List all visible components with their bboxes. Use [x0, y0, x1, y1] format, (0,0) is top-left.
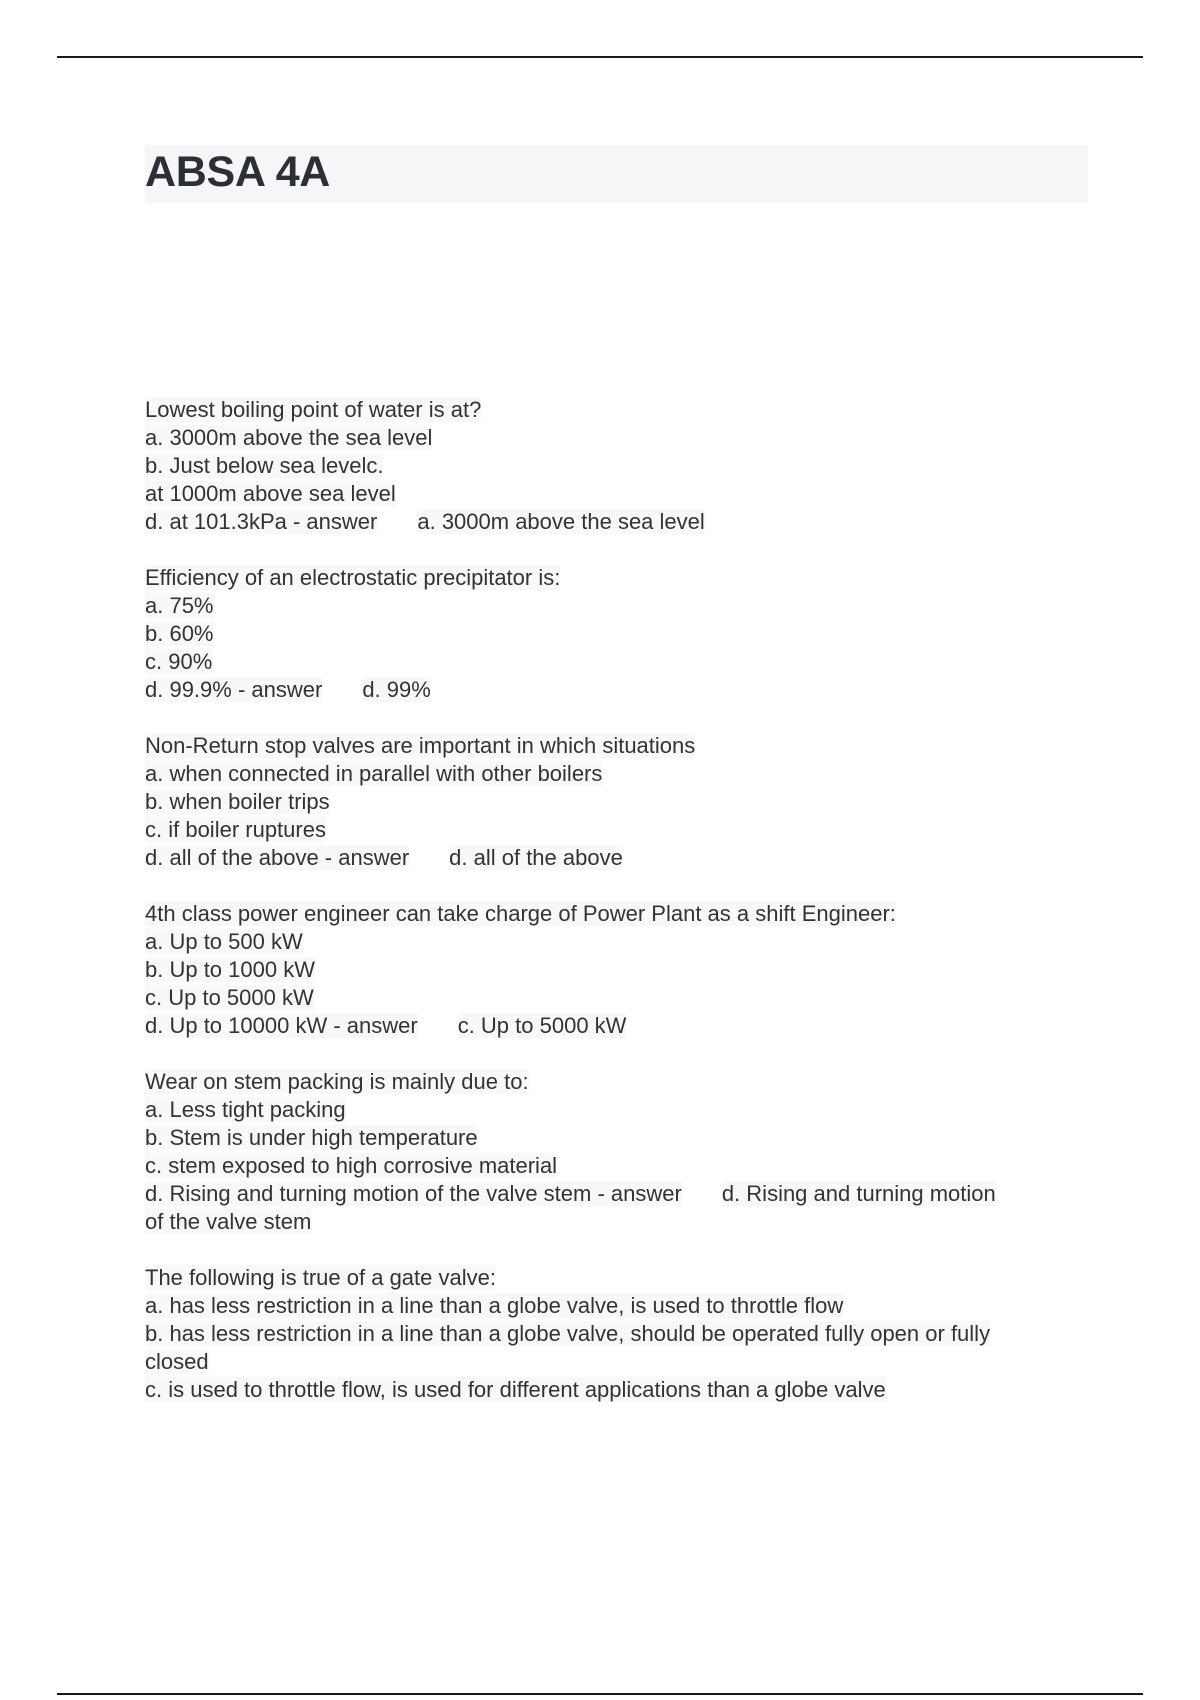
option-text: closed — [145, 1349, 209, 1374]
question-block — [145, 1264, 1105, 1404]
answer-text: d. all of the above — [449, 845, 623, 870]
option-text: b. when boiler trips — [145, 789, 330, 814]
option-text: a. Less tight packing — [145, 1097, 346, 1122]
option-text: b. has less restriction in a line than a globe valve, should be operated fully open or fully — [145, 1321, 991, 1346]
option-text: d. Up to 10000 kW - answer — [145, 1013, 418, 1038]
option-text: b. Up to 1000 kW — [145, 957, 315, 982]
answer-text: d. 99% — [362, 677, 431, 702]
top-rule — [57, 56, 1143, 58]
question-text: Lowest boiling point of water is at? — [145, 397, 482, 422]
option-text: d. at 101.3kPa - answer — [145, 509, 378, 534]
option-text: at 1000m above sea level — [145, 481, 396, 506]
question-text: The following is true of a gate valve: — [145, 1265, 496, 1290]
question-text: Non-Return stop valves are important in which situations — [145, 733, 696, 758]
question-list — [145, 396, 1105, 1432]
option-text: c. stem exposed to high corrosive material — [145, 1153, 558, 1178]
option-text: b. 60% — [145, 621, 214, 646]
option-text: a. Up to 500 kW — [145, 929, 303, 954]
option-text: a. 3000m above the sea level — [145, 425, 433, 450]
option-text: b. Stem is under high temperature — [145, 1125, 478, 1150]
option-text: d. Rising and turning motion of the valve stem - answer — [145, 1181, 682, 1206]
question-text: Efficiency of an electrostatic precipitator is: — [145, 565, 561, 590]
question-block — [145, 564, 1105, 704]
answer-text: a. 3000m above the sea level — [417, 509, 705, 534]
answer-text: c. Up to 5000 kW — [457, 1013, 627, 1038]
question-text: Wear on stem packing is mainly due to: — [145, 1069, 529, 1094]
option-text: a. when connected in parallel with other boilers — [145, 761, 603, 786]
question-block — [145, 732, 1105, 872]
question-text: 4th class power engineer can take charge of Power Plant as a shift Engineer: — [145, 901, 896, 926]
option-text: a. 75% — [145, 593, 214, 618]
option-text: c. Up to 5000 kW — [145, 985, 314, 1010]
question-block — [145, 1068, 1105, 1236]
document-title: ABSA 4A — [145, 148, 331, 196]
option-text: a. has less restriction in a line than a globe valve, is used to throttle flow — [145, 1293, 844, 1318]
question-block — [145, 396, 1105, 536]
option-text: b. Just below sea levelc. — [145, 453, 384, 478]
answer-text-continued: of the valve stem — [145, 1209, 312, 1234]
option-text: d. all of the above - answer — [145, 845, 410, 870]
option-text: d. 99.9% - answer — [145, 677, 323, 702]
bottom-rule — [57, 1693, 1143, 1695]
answer-text: d. Rising and turning motion — [721, 1181, 996, 1206]
option-text: c. if boiler ruptures — [145, 817, 326, 842]
question-block — [145, 900, 1105, 1040]
option-text: c. 90% — [145, 649, 213, 674]
option-text: c. is used to throttle flow, is used for different applications than a globe valve — [145, 1377, 886, 1402]
